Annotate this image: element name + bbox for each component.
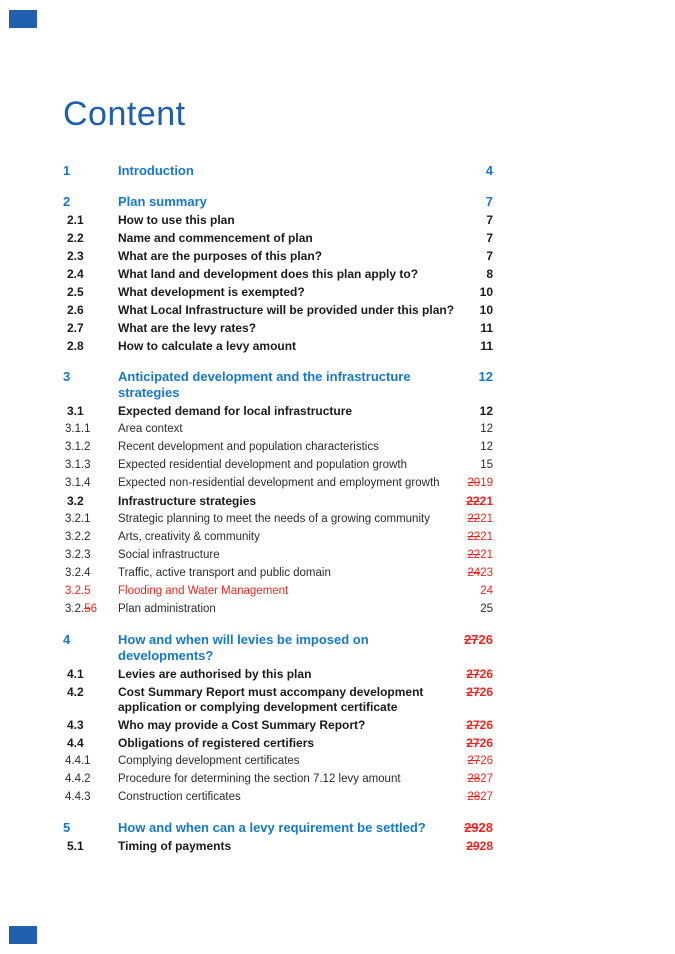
toc-entry-number: 4.3 [67, 718, 84, 732]
toc-entry-number: 2.4 [67, 267, 84, 281]
toc-entry-page-number: 2221 [467, 531, 493, 543]
toc-entry-page-number: 2221 [467, 513, 493, 525]
toc-entry-title: Who may provide a Cost Summary Report? [118, 718, 366, 732]
toc-entry-page-number: 24 [480, 585, 493, 597]
toc-row-4.4.1[interactable] [63, 754, 493, 769]
toc-entry-number: 4.4 [67, 736, 84, 750]
toc-entry-title: Traffic, active transport and public domain [118, 567, 331, 579]
table-of-contents [63, 151, 493, 857]
toc-row-3.2.56[interactable] [63, 602, 493, 617]
toc-entry-page-number: 11 [480, 321, 493, 335]
toc-entry-page-number: 7 [486, 213, 493, 227]
toc-entry-number: 2.3 [67, 249, 84, 263]
toc-entry-title: Infrastructure strategies [118, 494, 257, 508]
toc-entry-number: 2.1 [67, 213, 84, 227]
toc-entry-title: Construction certificates [118, 791, 241, 803]
toc-entry-page-number: 2221 [466, 494, 493, 508]
toc-entry-number: 2.7 [67, 321, 84, 335]
toc-entry-page-number: 10 [479, 285, 493, 299]
toc-entry-number: 4 [63, 632, 71, 647]
toc-row-3.1.4[interactable] [63, 476, 493, 491]
toc-entry-title: What are the levy rates? [118, 321, 257, 335]
toc-row-3.1.2[interactable] [63, 440, 493, 455]
page-corner-bar-top [9, 10, 37, 28]
toc-entry-title: Expected residential development and population growth [118, 459, 407, 471]
toc-entry-title: Anticipated development and the infrastructure strategies [118, 369, 411, 400]
toc-entry-page-number: 25 [480, 603, 493, 615]
toc-entry-title: Area context [118, 423, 183, 435]
toc-entry-page-number: 2726 [467, 755, 493, 767]
toc-row-1[interactable] [63, 163, 493, 179]
toc-entry-number: 2.2 [67, 231, 84, 245]
toc-row-3.2.3[interactable] [63, 548, 493, 563]
toc-entry-number: 3.1 [67, 404, 84, 418]
toc-entry-number: 3.2.1 [65, 513, 91, 525]
toc-entry-number: 3.2.5 [65, 585, 91, 597]
toc-entry-page-number: 15 [480, 459, 493, 471]
toc-entry-number: 2.6 [67, 303, 84, 317]
toc-entry-title: Procedure for determining the section 7.12 levy amount [118, 773, 401, 785]
toc-row-3.2.2[interactable] [63, 530, 493, 545]
toc-entry-page-number: 2423 [467, 567, 493, 579]
toc-row-2.5[interactable] [63, 285, 493, 300]
toc-entry-page-number: 7 [485, 194, 493, 209]
toc-entry-number: 4.4.3 [65, 791, 91, 803]
toc-entry-number: 1 [63, 163, 71, 178]
toc-entry-number: 3.2 [67, 494, 84, 508]
toc-row-3.2.4[interactable] [63, 566, 493, 581]
toc-entry-page-number: 12 [480, 423, 493, 435]
toc-entry-page-number: 2726 [466, 667, 493, 681]
toc-entry-number: 3.1.3 [65, 459, 91, 471]
toc-entry-number: 3.1.2 [65, 441, 91, 453]
toc-entry-title: How to use this plan [118, 213, 235, 227]
toc-row-2[interactable] [63, 194, 493, 210]
toc-entry-page-number: 2726 [466, 718, 493, 732]
toc-entry-title: Arts, creativity & community [118, 531, 260, 543]
toc-entry-title: Social infrastructure [118, 549, 220, 561]
toc-entry-number: 3.2.56 [65, 603, 97, 615]
page-corner-bar-bottom [9, 926, 37, 944]
toc-entry-title: Introduction [118, 163, 194, 178]
toc-row-4.4.2[interactable] [63, 772, 493, 787]
toc-entry-page-number: 2827 [467, 773, 493, 785]
toc-row-3.2.1[interactable] [63, 512, 493, 527]
toc-entry-page-number: 2827 [467, 791, 493, 803]
toc-row-2.2[interactable] [63, 231, 493, 246]
toc-entry-title: How to calculate a levy amount [118, 339, 297, 353]
toc-entry-page-number: 7 [486, 249, 493, 263]
toc-row-3.2[interactable] [63, 494, 493, 509]
toc-entry-title: Plan summary [118, 194, 207, 209]
toc-entry-number: 3.1.4 [65, 477, 91, 489]
toc-entry-number: 3 [63, 369, 71, 384]
toc-entry-page-number: 2019 [467, 477, 493, 489]
toc-entry-page-number: 2928 [466, 839, 493, 853]
toc-row-2.8[interactable] [63, 339, 493, 354]
toc-entry-title: What development is exempted? [118, 285, 305, 299]
toc-entry-title: Name and commencement of plan [118, 231, 313, 245]
toc-entry-number: 2.5 [67, 285, 84, 299]
toc-entry-title: Recent development and population characteristics [118, 441, 379, 453]
toc-entry-number: 4.1 [67, 667, 84, 681]
toc-row-4.2[interactable] [63, 685, 493, 715]
toc-row-2.4[interactable] [63, 267, 493, 282]
toc-entry-title: How and when can a levy requirement be settled? [118, 820, 426, 835]
toc-entry-number: 5 [63, 820, 71, 835]
toc-row-3.1[interactable] [63, 404, 493, 419]
toc-row-4.1[interactable] [63, 667, 493, 682]
toc-entry-number: 3.2.3 [65, 549, 91, 561]
toc-entry-title: How and when will levies be imposed on developments? [118, 632, 369, 663]
toc-entry-page-number: 11 [480, 339, 493, 353]
toc-entry-number: 5.1 [67, 839, 84, 853]
toc-entry-title: What Local Infrastructure will be provided under this plan? [118, 303, 455, 317]
toc-entry-page-number: 10 [479, 303, 493, 317]
toc-entry-title: Plan administration [118, 603, 216, 615]
toc-row-2.1[interactable] [63, 213, 493, 228]
toc-entry-title: Strategic planning to meet the needs of a growing community [118, 513, 430, 525]
toc-entry-page-number: 12 [479, 404, 493, 418]
toc-row-5.1[interactable] [63, 839, 493, 854]
toc-entry-title: Expected demand for local infrastructure [118, 404, 353, 418]
toc-entry-number: 3.2.4 [65, 567, 91, 579]
toc-entry-number: 2.8 [67, 339, 84, 353]
toc-entry-title: Timing of payments [118, 839, 232, 853]
toc-entry-page-number: 2221 [467, 549, 493, 561]
toc-entry-number: 4.2 [67, 685, 84, 699]
toc-entry-title: Levies are authorised by this plan [118, 667, 312, 681]
toc-row-5[interactable] [63, 820, 493, 836]
toc-row-2.7[interactable] [63, 321, 493, 336]
toc-entry-title: Obligations of registered certifiers [118, 736, 315, 750]
toc-entry-title: Cost Summary Report must accompany development application or complying development certificate [118, 685, 424, 714]
toc-row-3[interactable] [63, 369, 493, 401]
toc-entry-title: Expected non-residential development and employment growth [118, 477, 440, 489]
toc-row-3.1.3[interactable] [63, 458, 493, 473]
toc-entry-page-number: 8 [486, 267, 493, 281]
toc-entry-page-number: 12 [480, 441, 493, 453]
toc-entry-number: 2 [63, 194, 71, 209]
toc-row-4[interactable] [63, 632, 493, 664]
toc-entry-page-number: 2726 [466, 685, 493, 699]
toc-entry-number: 4.4.1 [65, 755, 91, 767]
toc-entry-number: 3.2.2 [65, 531, 91, 543]
page-title: Content [63, 95, 186, 133]
toc-entry-page-number: 2928 [464, 820, 493, 835]
toc-entry-page-number: 4 [485, 163, 493, 178]
toc-row-3.1.1[interactable] [63, 422, 493, 437]
toc-row-2.3[interactable] [63, 249, 493, 264]
toc-entry-page-number: 12 [478, 369, 493, 384]
toc-entry-title: What land and development does this plan apply to? [118, 267, 419, 281]
toc-entry-title: Flooding and Water Management [118, 585, 289, 597]
toc-entry-number: 3.1.1 [65, 423, 91, 435]
toc-row-3.2.5[interactable] [63, 584, 493, 599]
toc-row-4.3[interactable] [63, 718, 493, 733]
toc-row-4.4.3[interactable] [63, 790, 493, 805]
toc-entry-page-number: 7 [486, 231, 493, 245]
toc-row-4.4[interactable] [63, 736, 493, 751]
toc-entry-title: What are the purposes of this plan? [118, 249, 323, 263]
toc-entry-title: Complying development certificates [118, 755, 300, 767]
toc-row-2.6[interactable] [63, 303, 493, 318]
toc-entry-number: 4.4.2 [65, 773, 91, 785]
toc-entry-page-number: 2726 [464, 632, 493, 647]
toc-entry-page-number: 2726 [466, 736, 493, 750]
